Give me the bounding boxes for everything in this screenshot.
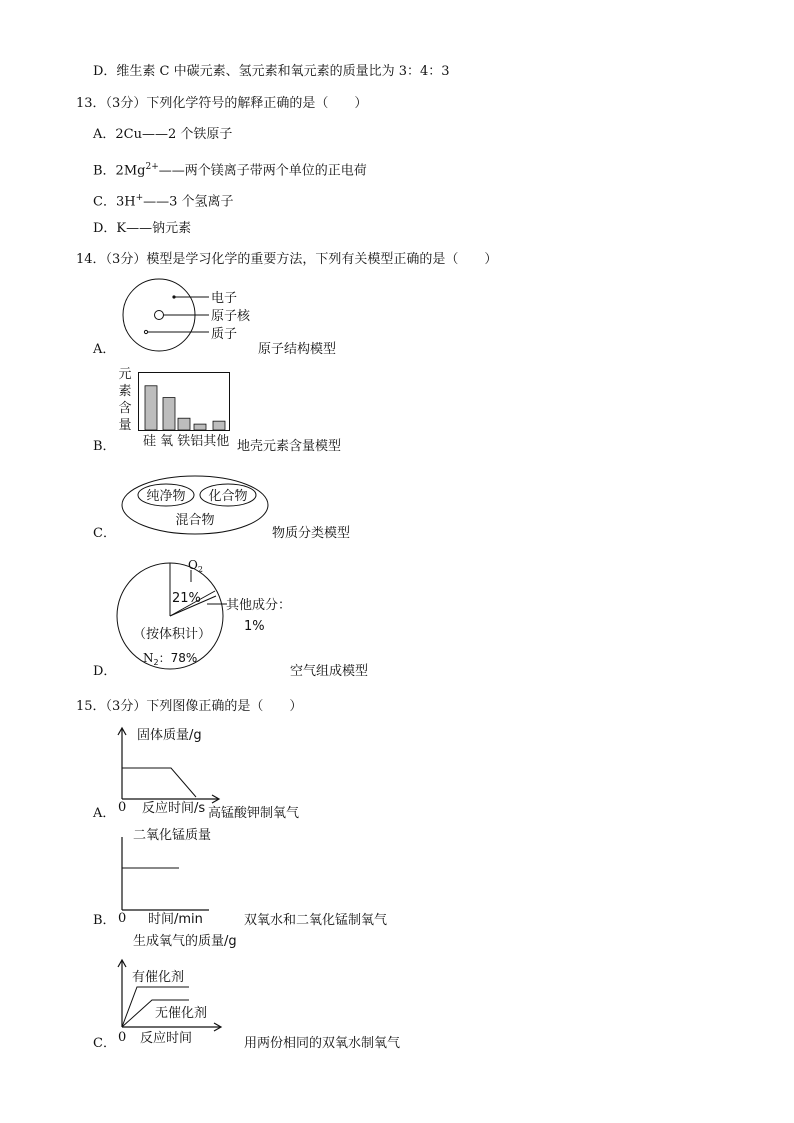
q14-b-caption: 地壳元素含量模型: [237, 439, 342, 454]
label-without-catalyst: 无催化剂: [155, 1006, 208, 1021]
q15-stem: 15．（3分）下列图像正确的是（ ）: [76, 699, 303, 714]
prev-option-d: D．维生素 C 中碳元素、氢元素和氧元素的质量比为 3：4：3: [93, 64, 450, 79]
q13-option-c: [93, 190, 234, 210]
q13-c-rest: ——3 个氢离子: [143, 194, 234, 210]
label-nucleus: 原子核: [211, 309, 251, 324]
catalyst-graph: [115, 957, 225, 1029]
q13-b-sup: 2+: [145, 162, 159, 172]
n2-label: [143, 651, 197, 667]
volume-basis-label: （按体积计）: [132, 627, 212, 642]
crust-ylabel-char-2: 素: [118, 384, 132, 399]
nucleus-circle: [155, 311, 164, 320]
q13-c-prefix: C．3H: [93, 194, 136, 210]
q15-a-caption: 高锰酸钾制氧气: [208, 806, 300, 821]
crust-ylabel-char-4: 量: [118, 418, 132, 433]
air-composition-figure: [115, 558, 305, 670]
q14-a-letter: A．: [93, 342, 116, 357]
q13-c-sup: +: [135, 193, 144, 203]
q15-b-origin: 0: [118, 911, 127, 926]
crust-ylabel-char-1: 元: [118, 367, 132, 382]
q14-stem: 14．（3分）模型是学习化学的重要方法，下列有关模型正确的是（ ）: [76, 252, 498, 267]
crust-ylabel-char-3: 含: [118, 401, 132, 416]
oxygen-mass-ylabel: 生成氧气的质量/g: [133, 934, 237, 949]
kmno4-curve: [122, 768, 196, 797]
label-compound: 化合物: [208, 489, 248, 504]
crust-element-bar-chart: [138, 372, 234, 434]
o2-percent: 21%: [172, 591, 201, 606]
other-components-label: 其他成分：: [226, 598, 292, 613]
q13-option-a: A．2Cu——2 个铁原子: [93, 127, 233, 142]
crust-ylabel: [117, 366, 133, 434]
o2-symbol: O: [188, 558, 198, 572]
n2-subscript: 2: [153, 658, 159, 667]
n2-symbol: N: [143, 651, 154, 665]
label-electron: 电子: [211, 291, 238, 306]
q15-c-origin: 0: [118, 1030, 127, 1045]
q13-option-d: D．K——钠元素: [93, 221, 192, 236]
q14-c-letter: C．: [93, 526, 116, 541]
label-proton: 质子: [211, 327, 238, 342]
label-pure-substance: 纯净物: [146, 489, 186, 504]
mno2-ylabel: 二氧化锰质量: [133, 828, 212, 843]
q13-option-b: [93, 159, 367, 179]
q14-c-caption: 物质分类模型: [272, 526, 351, 541]
q15-a-origin: 0: [118, 800, 127, 815]
crust-bar-2: [163, 398, 175, 430]
catalyst-xlabel: 反应时间: [140, 1031, 193, 1046]
q13-stem: 13．（3分）下列化学符号的解释正确的是（ ）: [76, 96, 368, 111]
o2-subscript: 2: [197, 565, 203, 574]
kmno4-ylabel: 固体质量/g: [137, 728, 202, 743]
q15-c-caption: 用两份相同的双氧水制氧气: [244, 1036, 401, 1051]
kmno4-xlabel: 反应时间/s: [142, 801, 206, 816]
q13-b-prefix: B．2Mg: [93, 163, 146, 179]
crust-bar-3: [178, 418, 190, 430]
q15-a-letter: A．: [93, 806, 116, 821]
atom-model-figure: [115, 278, 275, 358]
label-mixture: 混合物: [175, 513, 215, 528]
q13-b-rest: ——两个镁离子带两个单位的正电荷: [158, 163, 367, 179]
crust-bar-1: [145, 386, 157, 430]
q14-d-caption: 空气组成模型: [290, 664, 369, 679]
q15-b-caption: 双氧水和二氧化锰制氧气: [244, 913, 388, 928]
mno2-graph: [115, 836, 215, 912]
q14-a-caption: 原子结构模型: [258, 342, 337, 357]
q14-d-letter: D．: [93, 664, 117, 679]
crust-bar-4: [194, 424, 206, 430]
crust-bar-5: [213, 421, 225, 430]
q14-b-letter: B．: [93, 439, 116, 454]
label-o2: [188, 558, 203, 574]
n2-percent: ：78%: [158, 651, 198, 665]
other-components-percent: 1%: [244, 619, 265, 634]
mno2-xlabel: 时间/min: [148, 912, 203, 927]
label-with-catalyst: 有催化剂: [132, 970, 185, 985]
q15-b-letter: B．: [93, 913, 116, 928]
proton-dot: [144, 330, 147, 333]
crust-xlabels: 硅 氧 铁铝其他: [143, 434, 230, 449]
substance-classification-figure: [120, 474, 270, 536]
q15-c-letter: C．: [93, 1036, 116, 1051]
